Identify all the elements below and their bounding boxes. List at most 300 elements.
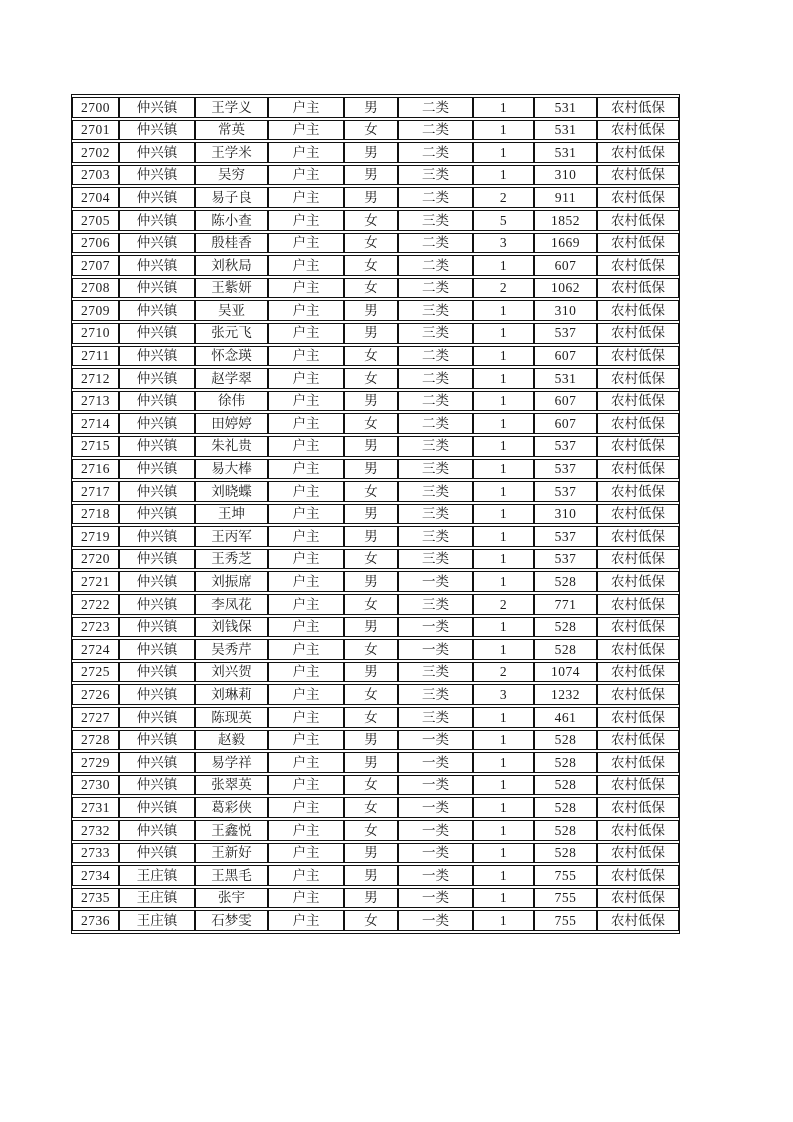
cell-amount: 528 xyxy=(534,639,597,660)
cell-name: 吴穷 xyxy=(195,165,268,186)
cell-persons: 1 xyxy=(473,300,534,321)
cell-amount: 1074 xyxy=(534,662,597,683)
cell-id: 2705 xyxy=(72,210,119,231)
cell-name: 刘秋局 xyxy=(195,255,268,276)
cell-category: 一类 xyxy=(398,843,473,864)
cell-name: 李凤花 xyxy=(195,594,268,615)
cell-gender: 男 xyxy=(344,730,398,751)
cell-id: 2711 xyxy=(72,346,119,367)
cell-category: 三类 xyxy=(398,594,473,615)
cell-amount: 531 xyxy=(534,120,597,141)
cell-category: 一类 xyxy=(398,775,473,796)
cell-category: 三类 xyxy=(398,481,473,502)
table-row xyxy=(72,481,679,502)
table-row xyxy=(72,436,679,457)
cell-town: 仲兴镇 xyxy=(119,120,195,141)
cell-amount: 755 xyxy=(534,865,597,886)
cell-town: 仲兴镇 xyxy=(119,843,195,864)
cell-householder: 户主 xyxy=(268,504,344,525)
cell-town: 仲兴镇 xyxy=(119,662,195,683)
cell-persons: 1 xyxy=(473,797,534,818)
cell-name: 易大棒 xyxy=(195,459,268,480)
cell-town: 仲兴镇 xyxy=(119,481,195,502)
cell-welfare-type: 农村低保 xyxy=(597,639,679,660)
cell-name: 易子良 xyxy=(195,187,268,208)
cell-householder: 户主 xyxy=(268,707,344,728)
cell-category: 一类 xyxy=(398,617,473,638)
cell-householder: 户主 xyxy=(268,549,344,570)
cell-householder: 户主 xyxy=(268,368,344,389)
cell-householder: 户主 xyxy=(268,639,344,660)
cell-amount: 771 xyxy=(534,594,597,615)
cell-amount: 1669 xyxy=(534,233,597,254)
cell-amount: 537 xyxy=(534,481,597,502)
cell-id: 2700 xyxy=(72,97,119,118)
cell-persons: 1 xyxy=(473,752,534,773)
cell-householder: 户主 xyxy=(268,910,344,931)
cell-town: 仲兴镇 xyxy=(119,233,195,254)
cell-persons: 1 xyxy=(473,820,534,841)
cell-town: 仲兴镇 xyxy=(119,323,195,344)
cell-amount: 1852 xyxy=(534,210,597,231)
cell-persons: 1 xyxy=(473,165,534,186)
table-row xyxy=(72,210,679,231)
cell-amount: 528 xyxy=(534,775,597,796)
cell-gender: 女 xyxy=(344,549,398,570)
table-row xyxy=(72,459,679,480)
cell-gender: 女 xyxy=(344,594,398,615)
cell-id: 2706 xyxy=(72,233,119,254)
cell-town: 仲兴镇 xyxy=(119,571,195,592)
cell-welfare-type: 农村低保 xyxy=(597,323,679,344)
cell-welfare-type: 农村低保 xyxy=(597,187,679,208)
cell-amount: 531 xyxy=(534,97,597,118)
table-row xyxy=(72,187,679,208)
cell-gender: 男 xyxy=(344,323,398,344)
cell-persons: 1 xyxy=(473,97,534,118)
cell-householder: 户主 xyxy=(268,120,344,141)
table-row xyxy=(72,843,679,864)
table-row xyxy=(72,730,679,751)
table-row xyxy=(72,910,679,931)
cell-amount: 537 xyxy=(534,549,597,570)
table-row xyxy=(72,255,679,276)
cell-name: 张翠英 xyxy=(195,775,268,796)
cell-welfare-type: 农村低保 xyxy=(597,165,679,186)
cell-town: 仲兴镇 xyxy=(119,594,195,615)
cell-welfare-type: 农村低保 xyxy=(597,730,679,751)
cell-welfare-type: 农村低保 xyxy=(597,888,679,909)
cell-persons: 3 xyxy=(473,233,534,254)
cell-welfare-type: 农村低保 xyxy=(597,233,679,254)
cell-id: 2726 xyxy=(72,684,119,705)
table-row xyxy=(72,549,679,570)
cell-category: 二类 xyxy=(398,97,473,118)
cell-category: 三类 xyxy=(398,684,473,705)
cell-name: 田婷婷 xyxy=(195,413,268,434)
cell-gender: 男 xyxy=(344,97,398,118)
cell-town: 仲兴镇 xyxy=(119,730,195,751)
cell-id: 2732 xyxy=(72,820,119,841)
cell-welfare-type: 农村低保 xyxy=(597,843,679,864)
cell-amount: 911 xyxy=(534,187,597,208)
table-row xyxy=(72,820,679,841)
cell-category: 二类 xyxy=(398,120,473,141)
cell-category: 一类 xyxy=(398,820,473,841)
cell-welfare-type: 农村低保 xyxy=(597,504,679,525)
cell-persons: 3 xyxy=(473,684,534,705)
table-row xyxy=(72,684,679,705)
cell-persons: 1 xyxy=(473,549,534,570)
cell-householder: 户主 xyxy=(268,233,344,254)
cell-name: 陈小查 xyxy=(195,210,268,231)
cell-id: 2704 xyxy=(72,187,119,208)
cell-name: 刘琳莉 xyxy=(195,684,268,705)
cell-town: 仲兴镇 xyxy=(119,684,195,705)
table-row xyxy=(72,346,679,367)
cell-gender: 女 xyxy=(344,210,398,231)
cell-persons: 5 xyxy=(473,210,534,231)
cell-amount: 528 xyxy=(534,752,597,773)
roster-body xyxy=(72,97,679,931)
cell-welfare-type: 农村低保 xyxy=(597,120,679,141)
cell-gender: 男 xyxy=(344,865,398,886)
cell-category: 一类 xyxy=(398,730,473,751)
cell-householder: 户主 xyxy=(268,865,344,886)
cell-id: 2717 xyxy=(72,481,119,502)
cell-id: 2724 xyxy=(72,639,119,660)
cell-amount: 310 xyxy=(534,165,597,186)
table-row xyxy=(72,368,679,389)
cell-town: 仲兴镇 xyxy=(119,775,195,796)
cell-id: 2722 xyxy=(72,594,119,615)
cell-gender: 男 xyxy=(344,391,398,412)
table-row xyxy=(72,413,679,434)
cell-amount: 528 xyxy=(534,797,597,818)
cell-town: 仲兴镇 xyxy=(119,639,195,660)
cell-welfare-type: 农村低保 xyxy=(597,707,679,728)
cell-welfare-type: 农村低保 xyxy=(597,617,679,638)
cell-category: 三类 xyxy=(398,323,473,344)
cell-category: 二类 xyxy=(398,368,473,389)
cell-amount: 528 xyxy=(534,571,597,592)
cell-category: 一类 xyxy=(398,797,473,818)
cell-town: 仲兴镇 xyxy=(119,187,195,208)
cell-gender: 男 xyxy=(344,526,398,547)
cell-householder: 户主 xyxy=(268,210,344,231)
cell-id: 2709 xyxy=(72,300,119,321)
table-row xyxy=(72,300,679,321)
cell-id: 2731 xyxy=(72,797,119,818)
table-row xyxy=(72,797,679,818)
cell-persons: 1 xyxy=(473,481,534,502)
cell-persons: 1 xyxy=(473,413,534,434)
cell-category: 二类 xyxy=(398,346,473,367)
cell-persons: 2 xyxy=(473,662,534,683)
table-row xyxy=(72,639,679,660)
cell-id: 2719 xyxy=(72,526,119,547)
cell-town: 仲兴镇 xyxy=(119,413,195,434)
table-row xyxy=(72,323,679,344)
cell-category: 三类 xyxy=(398,459,473,480)
cell-householder: 户主 xyxy=(268,187,344,208)
cell-id: 2720 xyxy=(72,549,119,570)
cell-householder: 户主 xyxy=(268,278,344,299)
cell-town: 仲兴镇 xyxy=(119,346,195,367)
cell-householder: 户主 xyxy=(268,752,344,773)
cell-gender: 男 xyxy=(344,142,398,163)
cell-persons: 1 xyxy=(473,368,534,389)
cell-gender: 男 xyxy=(344,165,398,186)
cell-category: 二类 xyxy=(398,255,473,276)
cell-amount: 537 xyxy=(534,526,597,547)
cell-gender: 男 xyxy=(344,662,398,683)
cell-amount: 537 xyxy=(534,459,597,480)
cell-householder: 户主 xyxy=(268,571,344,592)
cell-householder: 户主 xyxy=(268,617,344,638)
cell-id: 2715 xyxy=(72,436,119,457)
cell-name: 王坤 xyxy=(195,504,268,525)
cell-persons: 1 xyxy=(473,865,534,886)
cell-town: 王庄镇 xyxy=(119,865,195,886)
cell-amount: 607 xyxy=(534,391,597,412)
cell-category: 三类 xyxy=(398,662,473,683)
cell-amount: 1062 xyxy=(534,278,597,299)
table-row xyxy=(72,888,679,909)
cell-welfare-type: 农村低保 xyxy=(597,820,679,841)
cell-householder: 户主 xyxy=(268,300,344,321)
cell-town: 仲兴镇 xyxy=(119,142,195,163)
cell-persons: 1 xyxy=(473,436,534,457)
cell-welfare-type: 农村低保 xyxy=(597,684,679,705)
cell-town: 仲兴镇 xyxy=(119,752,195,773)
cell-gender: 女 xyxy=(344,797,398,818)
cell-welfare-type: 农村低保 xyxy=(597,752,679,773)
cell-welfare-type: 农村低保 xyxy=(597,142,679,163)
cell-town: 仲兴镇 xyxy=(119,797,195,818)
cell-name: 刘振席 xyxy=(195,571,268,592)
cell-name: 王新好 xyxy=(195,843,268,864)
cell-householder: 户主 xyxy=(268,888,344,909)
cell-welfare-type: 农村低保 xyxy=(597,97,679,118)
cell-persons: 1 xyxy=(473,346,534,367)
cell-category: 一类 xyxy=(398,888,473,909)
cell-amount: 461 xyxy=(534,707,597,728)
cell-amount: 310 xyxy=(534,300,597,321)
cell-town: 仲兴镇 xyxy=(119,820,195,841)
cell-persons: 1 xyxy=(473,459,534,480)
table-row xyxy=(72,662,679,683)
cell-amount: 531 xyxy=(534,368,597,389)
table-row xyxy=(72,594,679,615)
table-row xyxy=(72,571,679,592)
cell-gender: 女 xyxy=(344,346,398,367)
cell-persons: 2 xyxy=(473,278,534,299)
cell-gender: 男 xyxy=(344,617,398,638)
cell-welfare-type: 农村低保 xyxy=(597,210,679,231)
cell-name: 殷桂香 xyxy=(195,233,268,254)
cell-category: 一类 xyxy=(398,910,473,931)
cell-name: 王紫妍 xyxy=(195,278,268,299)
cell-id: 2728 xyxy=(72,730,119,751)
cell-householder: 户主 xyxy=(268,255,344,276)
cell-town: 仲兴镇 xyxy=(119,617,195,638)
cell-householder: 户主 xyxy=(268,391,344,412)
cell-gender: 男 xyxy=(344,187,398,208)
cell-welfare-type: 农村低保 xyxy=(597,571,679,592)
cell-amount: 537 xyxy=(534,323,597,344)
cell-gender: 女 xyxy=(344,775,398,796)
cell-id: 2725 xyxy=(72,662,119,683)
cell-gender: 男 xyxy=(344,300,398,321)
table-row xyxy=(72,752,679,773)
cell-persons: 1 xyxy=(473,142,534,163)
cell-welfare-type: 农村低保 xyxy=(597,594,679,615)
cell-persons: 2 xyxy=(473,187,534,208)
cell-welfare-type: 农村低保 xyxy=(597,775,679,796)
cell-id: 2733 xyxy=(72,843,119,864)
cell-town: 仲兴镇 xyxy=(119,391,195,412)
cell-householder: 户主 xyxy=(268,436,344,457)
cell-name: 常英 xyxy=(195,120,268,141)
cell-persons: 1 xyxy=(473,707,534,728)
cell-category: 三类 xyxy=(398,504,473,525)
cell-amount: 528 xyxy=(534,617,597,638)
cell-category: 二类 xyxy=(398,187,473,208)
cell-name: 刘钱保 xyxy=(195,617,268,638)
cell-persons: 1 xyxy=(473,391,534,412)
cell-id: 2713 xyxy=(72,391,119,412)
cell-id: 2718 xyxy=(72,504,119,525)
cell-id: 2723 xyxy=(72,617,119,638)
cell-amount: 531 xyxy=(534,142,597,163)
cell-name: 赵学翠 xyxy=(195,368,268,389)
cell-category: 三类 xyxy=(398,165,473,186)
cell-welfare-type: 农村低保 xyxy=(597,797,679,818)
cell-householder: 户主 xyxy=(268,142,344,163)
cell-id: 2729 xyxy=(72,752,119,773)
cell-gender: 女 xyxy=(344,413,398,434)
cell-id: 2710 xyxy=(72,323,119,344)
cell-category: 二类 xyxy=(398,413,473,434)
cell-welfare-type: 农村低保 xyxy=(597,368,679,389)
cell-name: 易学祥 xyxy=(195,752,268,773)
cell-id: 2714 xyxy=(72,413,119,434)
table-row xyxy=(72,278,679,299)
cell-welfare-type: 农村低保 xyxy=(597,910,679,931)
cell-town: 仲兴镇 xyxy=(119,549,195,570)
cell-name: 张元飞 xyxy=(195,323,268,344)
cell-persons: 1 xyxy=(473,888,534,909)
cell-gender: 男 xyxy=(344,888,398,909)
cell-persons: 1 xyxy=(473,323,534,344)
cell-category: 三类 xyxy=(398,436,473,457)
cell-category: 一类 xyxy=(398,865,473,886)
cell-name: 王鑫悦 xyxy=(195,820,268,841)
cell-amount: 755 xyxy=(534,888,597,909)
cell-welfare-type: 农村低保 xyxy=(597,300,679,321)
cell-persons: 1 xyxy=(473,617,534,638)
cell-welfare-type: 农村低保 xyxy=(597,526,679,547)
cell-category: 一类 xyxy=(398,639,473,660)
table-row xyxy=(72,142,679,163)
cell-householder: 户主 xyxy=(268,165,344,186)
table-row xyxy=(72,233,679,254)
cell-name: 王秀芝 xyxy=(195,549,268,570)
cell-town: 仲兴镇 xyxy=(119,278,195,299)
cell-gender: 女 xyxy=(344,255,398,276)
cell-gender: 女 xyxy=(344,120,398,141)
cell-householder: 户主 xyxy=(268,97,344,118)
cell-persons: 1 xyxy=(473,526,534,547)
cell-persons: 2 xyxy=(473,594,534,615)
cell-id: 2708 xyxy=(72,278,119,299)
cell-persons: 1 xyxy=(473,255,534,276)
cell-id: 2701 xyxy=(72,120,119,141)
cell-town: 王庄镇 xyxy=(119,888,195,909)
cell-category: 一类 xyxy=(398,571,473,592)
cell-gender: 女 xyxy=(344,639,398,660)
table-row xyxy=(72,775,679,796)
cell-name: 朱礼贵 xyxy=(195,436,268,457)
cell-town: 仲兴镇 xyxy=(119,300,195,321)
cell-id: 2727 xyxy=(72,707,119,728)
table-row xyxy=(72,526,679,547)
cell-gender: 女 xyxy=(344,820,398,841)
cell-householder: 户主 xyxy=(268,323,344,344)
cell-amount: 1232 xyxy=(534,684,597,705)
cell-id: 2734 xyxy=(72,865,119,886)
cell-gender: 女 xyxy=(344,910,398,931)
cell-name: 刘兴贺 xyxy=(195,662,268,683)
cell-householder: 户主 xyxy=(268,775,344,796)
table-row xyxy=(72,165,679,186)
cell-name: 吴亚 xyxy=(195,300,268,321)
cell-householder: 户主 xyxy=(268,459,344,480)
cell-town: 仲兴镇 xyxy=(119,97,195,118)
cell-gender: 女 xyxy=(344,707,398,728)
cell-category: 一类 xyxy=(398,752,473,773)
cell-householder: 户主 xyxy=(268,346,344,367)
cell-category: 二类 xyxy=(398,278,473,299)
cell-welfare-type: 农村低保 xyxy=(597,549,679,570)
cell-amount: 310 xyxy=(534,504,597,525)
cell-id: 2735 xyxy=(72,888,119,909)
cell-householder: 户主 xyxy=(268,820,344,841)
cell-name: 徐伟 xyxy=(195,391,268,412)
table-row xyxy=(72,97,679,118)
cell-town: 仲兴镇 xyxy=(119,210,195,231)
cell-name: 葛彩侠 xyxy=(195,797,268,818)
cell-category: 三类 xyxy=(398,210,473,231)
cell-category: 二类 xyxy=(398,391,473,412)
cell-town: 仲兴镇 xyxy=(119,255,195,276)
cell-householder: 户主 xyxy=(268,684,344,705)
cell-welfare-type: 农村低保 xyxy=(597,459,679,480)
cell-town: 仲兴镇 xyxy=(119,459,195,480)
cell-householder: 户主 xyxy=(268,843,344,864)
cell-gender: 男 xyxy=(344,752,398,773)
cell-town: 仲兴镇 xyxy=(119,165,195,186)
cell-gender: 女 xyxy=(344,481,398,502)
table-row xyxy=(72,504,679,525)
cell-gender: 女 xyxy=(344,684,398,705)
table-row xyxy=(72,120,679,141)
cell-town: 王庄镇 xyxy=(119,910,195,931)
cell-gender: 男 xyxy=(344,571,398,592)
cell-id: 2702 xyxy=(72,142,119,163)
cell-welfare-type: 农村低保 xyxy=(597,255,679,276)
